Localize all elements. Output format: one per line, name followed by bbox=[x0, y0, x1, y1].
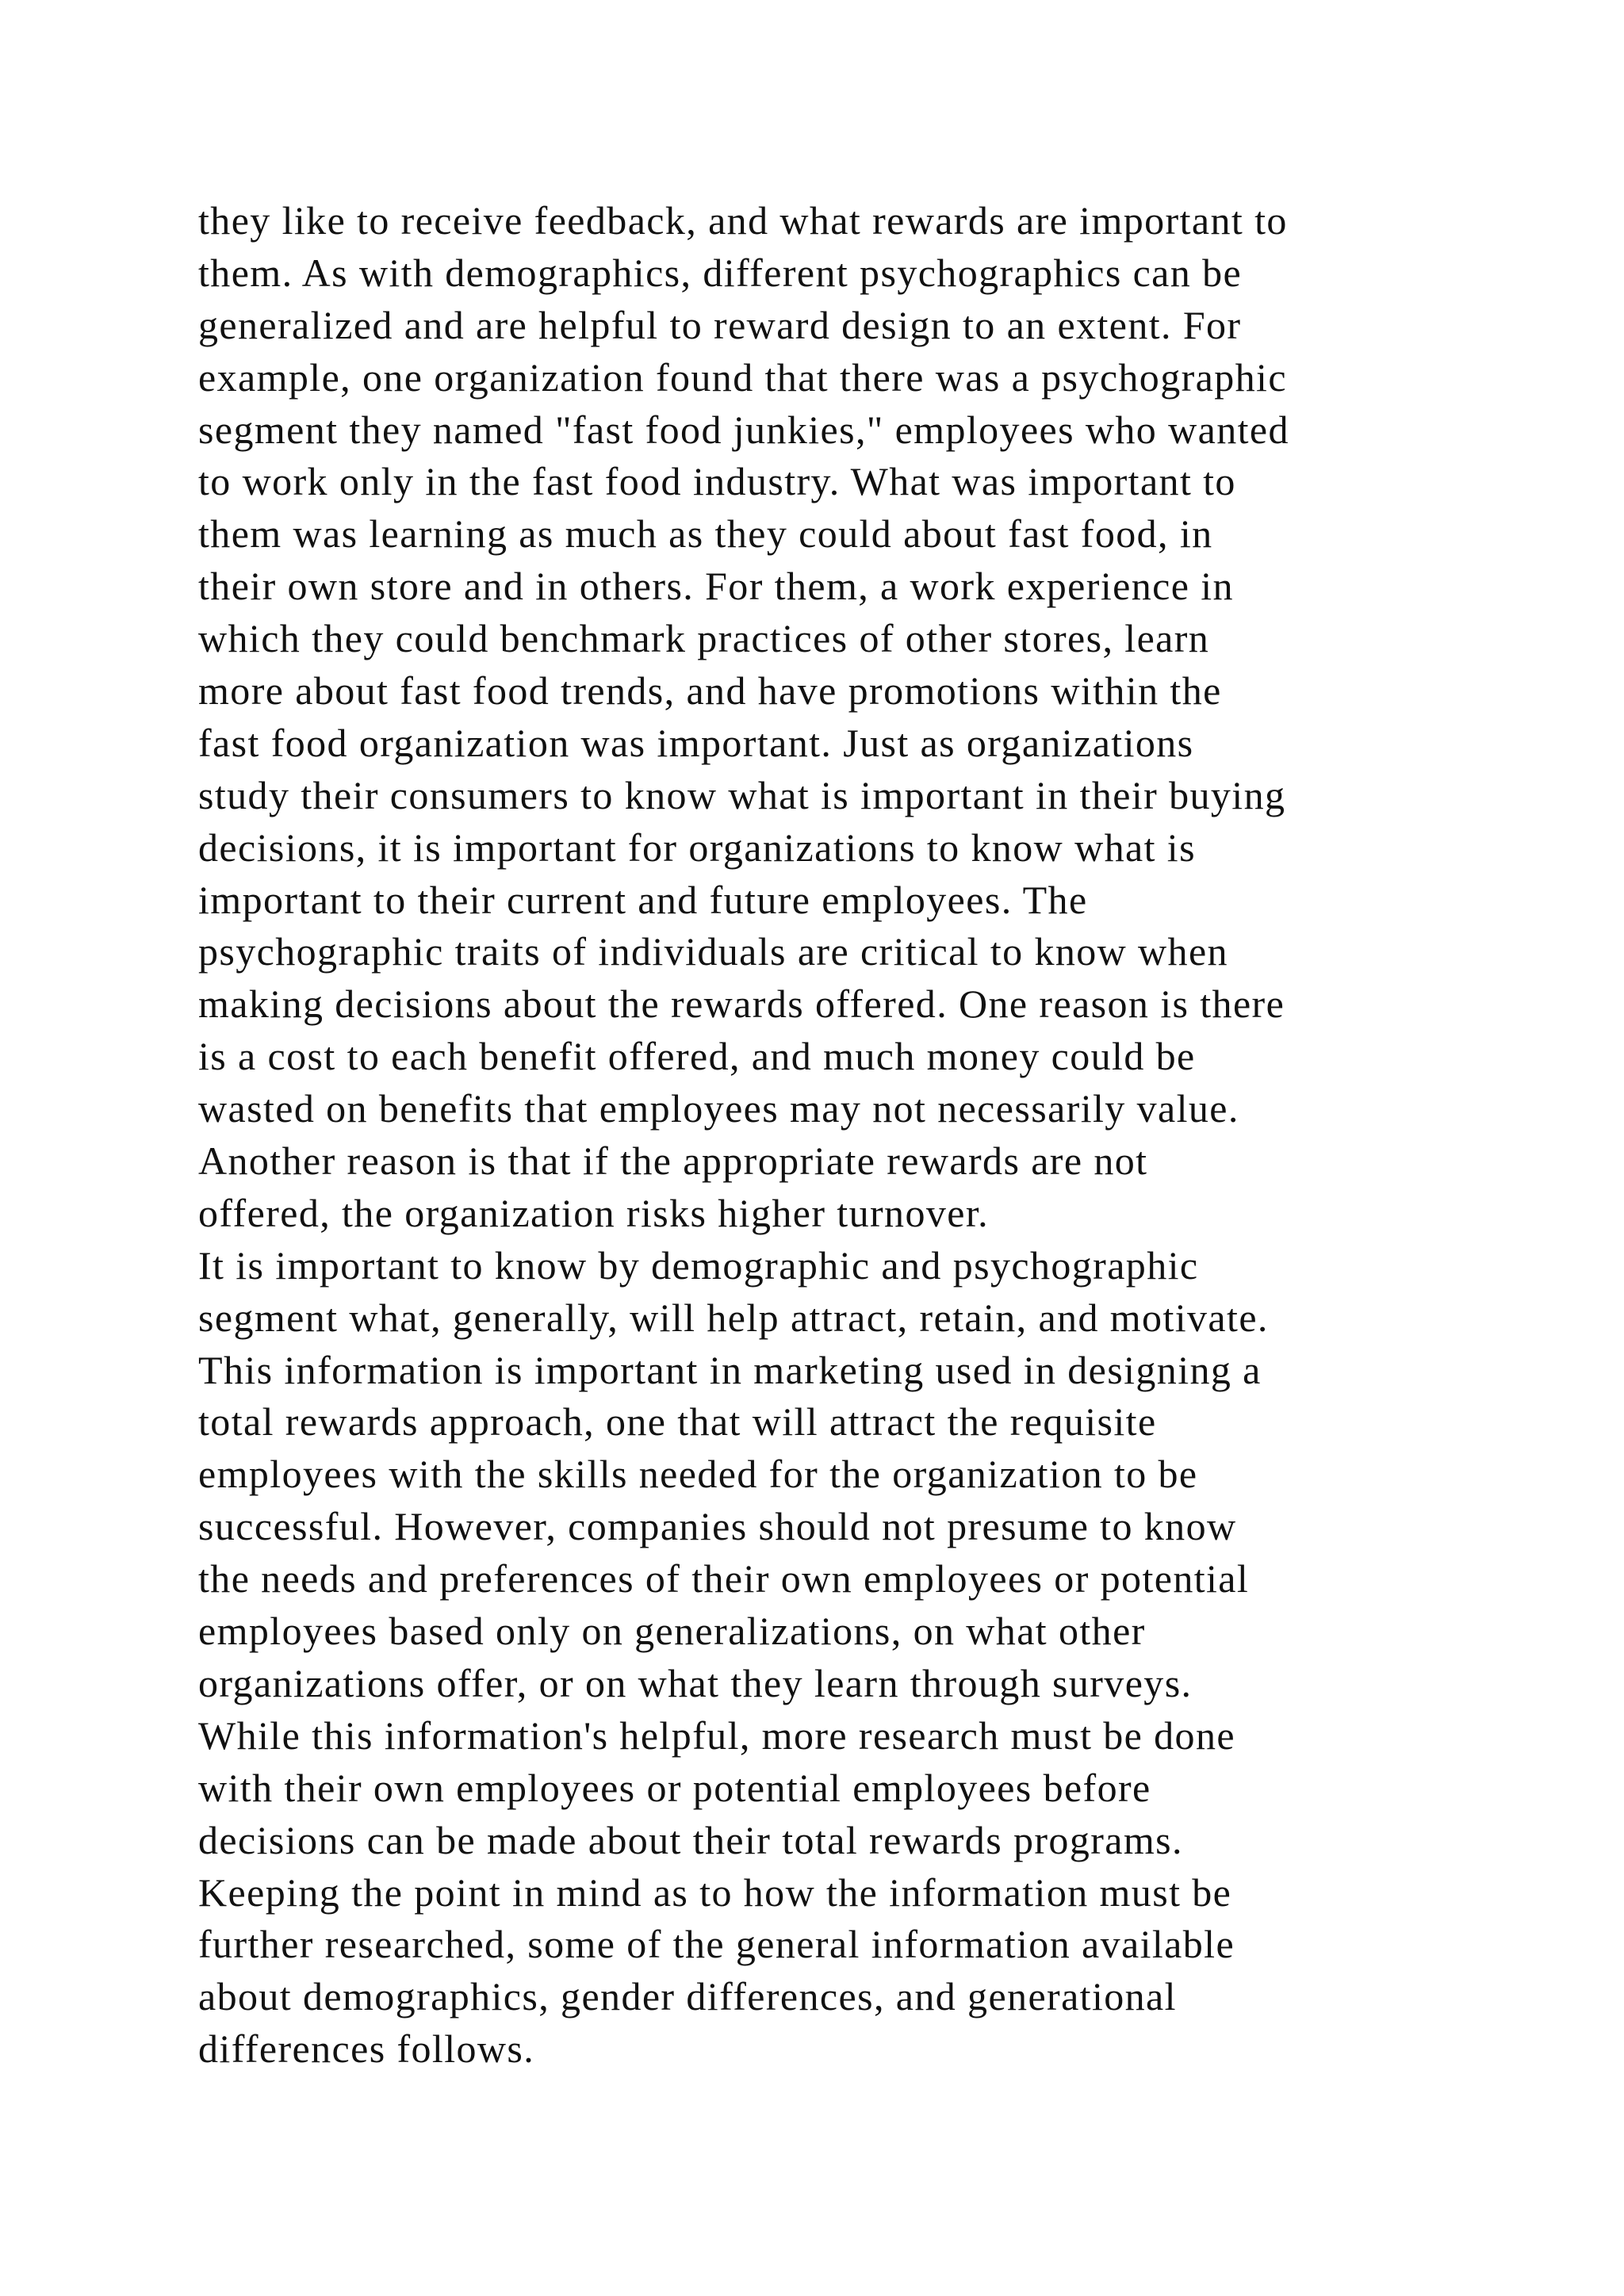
text-line: Keeping the point in mind as to how the information must be bbox=[198, 1869, 1232, 1915]
text-line: offered, the organization risks higher turnover. bbox=[198, 1190, 990, 1235]
text-line: decisions can be made about their total rewards programs. bbox=[198, 1817, 1183, 1862]
text-line: successful. However, companies should not presume to know bbox=[198, 1504, 1237, 1549]
text-line: further researched, some of the general information available bbox=[198, 1922, 1235, 1967]
text-line: which they could benchmark practices of other stores, learn bbox=[198, 616, 1210, 661]
text-line: generalized and are helpful to reward design to an extent. For bbox=[198, 302, 1242, 347]
text-line: total rewards approach, one that will attract the requisite bbox=[198, 1399, 1157, 1445]
text-line: their own store and in others. For them, a work experience in bbox=[198, 564, 1234, 609]
text-line: employees with the skills needed for the organization to be bbox=[198, 1452, 1198, 1497]
text-line: to work only in the fast food industry. What was important to bbox=[198, 459, 1236, 504]
text-line: decisions, it is important for organizations to know what is bbox=[198, 825, 1196, 870]
text-line: about demographics, gender differences, and generational bbox=[198, 1974, 1177, 2019]
text-line: This information is important in marketing used in designing a bbox=[198, 1347, 1262, 1392]
text-line: organizations offer, or on what they learn through surveys. bbox=[198, 1660, 1193, 1705]
text-line: wasted on benefits that employees may not necessarily value. bbox=[198, 1086, 1239, 1131]
text-line: them was learning as much as they could about fast food, in bbox=[198, 511, 1213, 557]
text-line: the needs and preferences of their own employees or potential bbox=[198, 1556, 1250, 1601]
text-line: them. As with demographics, different psychographics can be bbox=[198, 250, 1243, 295]
text-line: more about fast food trends, and have promotions within the bbox=[198, 668, 1222, 714]
text-line: with their own employees or potential employees before bbox=[198, 1765, 1151, 1810]
text-line: study their consumers to know what is important in their buying bbox=[198, 772, 1286, 817]
text-line: It is important to know by demographic and psychographic bbox=[198, 1242, 1199, 1288]
text-line: differences follows. bbox=[198, 2026, 535, 2072]
text-line: employees based only on generalizations, on what other bbox=[198, 1609, 1146, 1654]
text-line: is a cost to each benefit offered, and much money could be bbox=[198, 1034, 1196, 1079]
text-line: Another reason is that if the appropriate rewards are not bbox=[198, 1138, 1148, 1184]
text-line: fast food organization was important. Just as organizations bbox=[198, 720, 1194, 765]
text-line: example, one organization found that there was a psychographic bbox=[198, 354, 1287, 400]
text-line: psychographic traits of individuals are critical to know when bbox=[198, 929, 1228, 974]
text-line: segment they named "fast food junkies," employees who wanted bbox=[198, 407, 1289, 452]
text-line: they like to receive feedback, and what rewards are important to bbox=[198, 198, 1288, 243]
text-line: important to their current and future employees. The bbox=[198, 877, 1088, 922]
body-text bbox=[198, 195, 1499, 2076]
text-line: segment what, generally, will help attract, retain, and motivate. bbox=[198, 1295, 1269, 1340]
text-line: making decisions about the rewards offered. One reason is there bbox=[198, 982, 1285, 1027]
text-line: While this information's helpful, more research must be done bbox=[198, 1712, 1235, 1758]
